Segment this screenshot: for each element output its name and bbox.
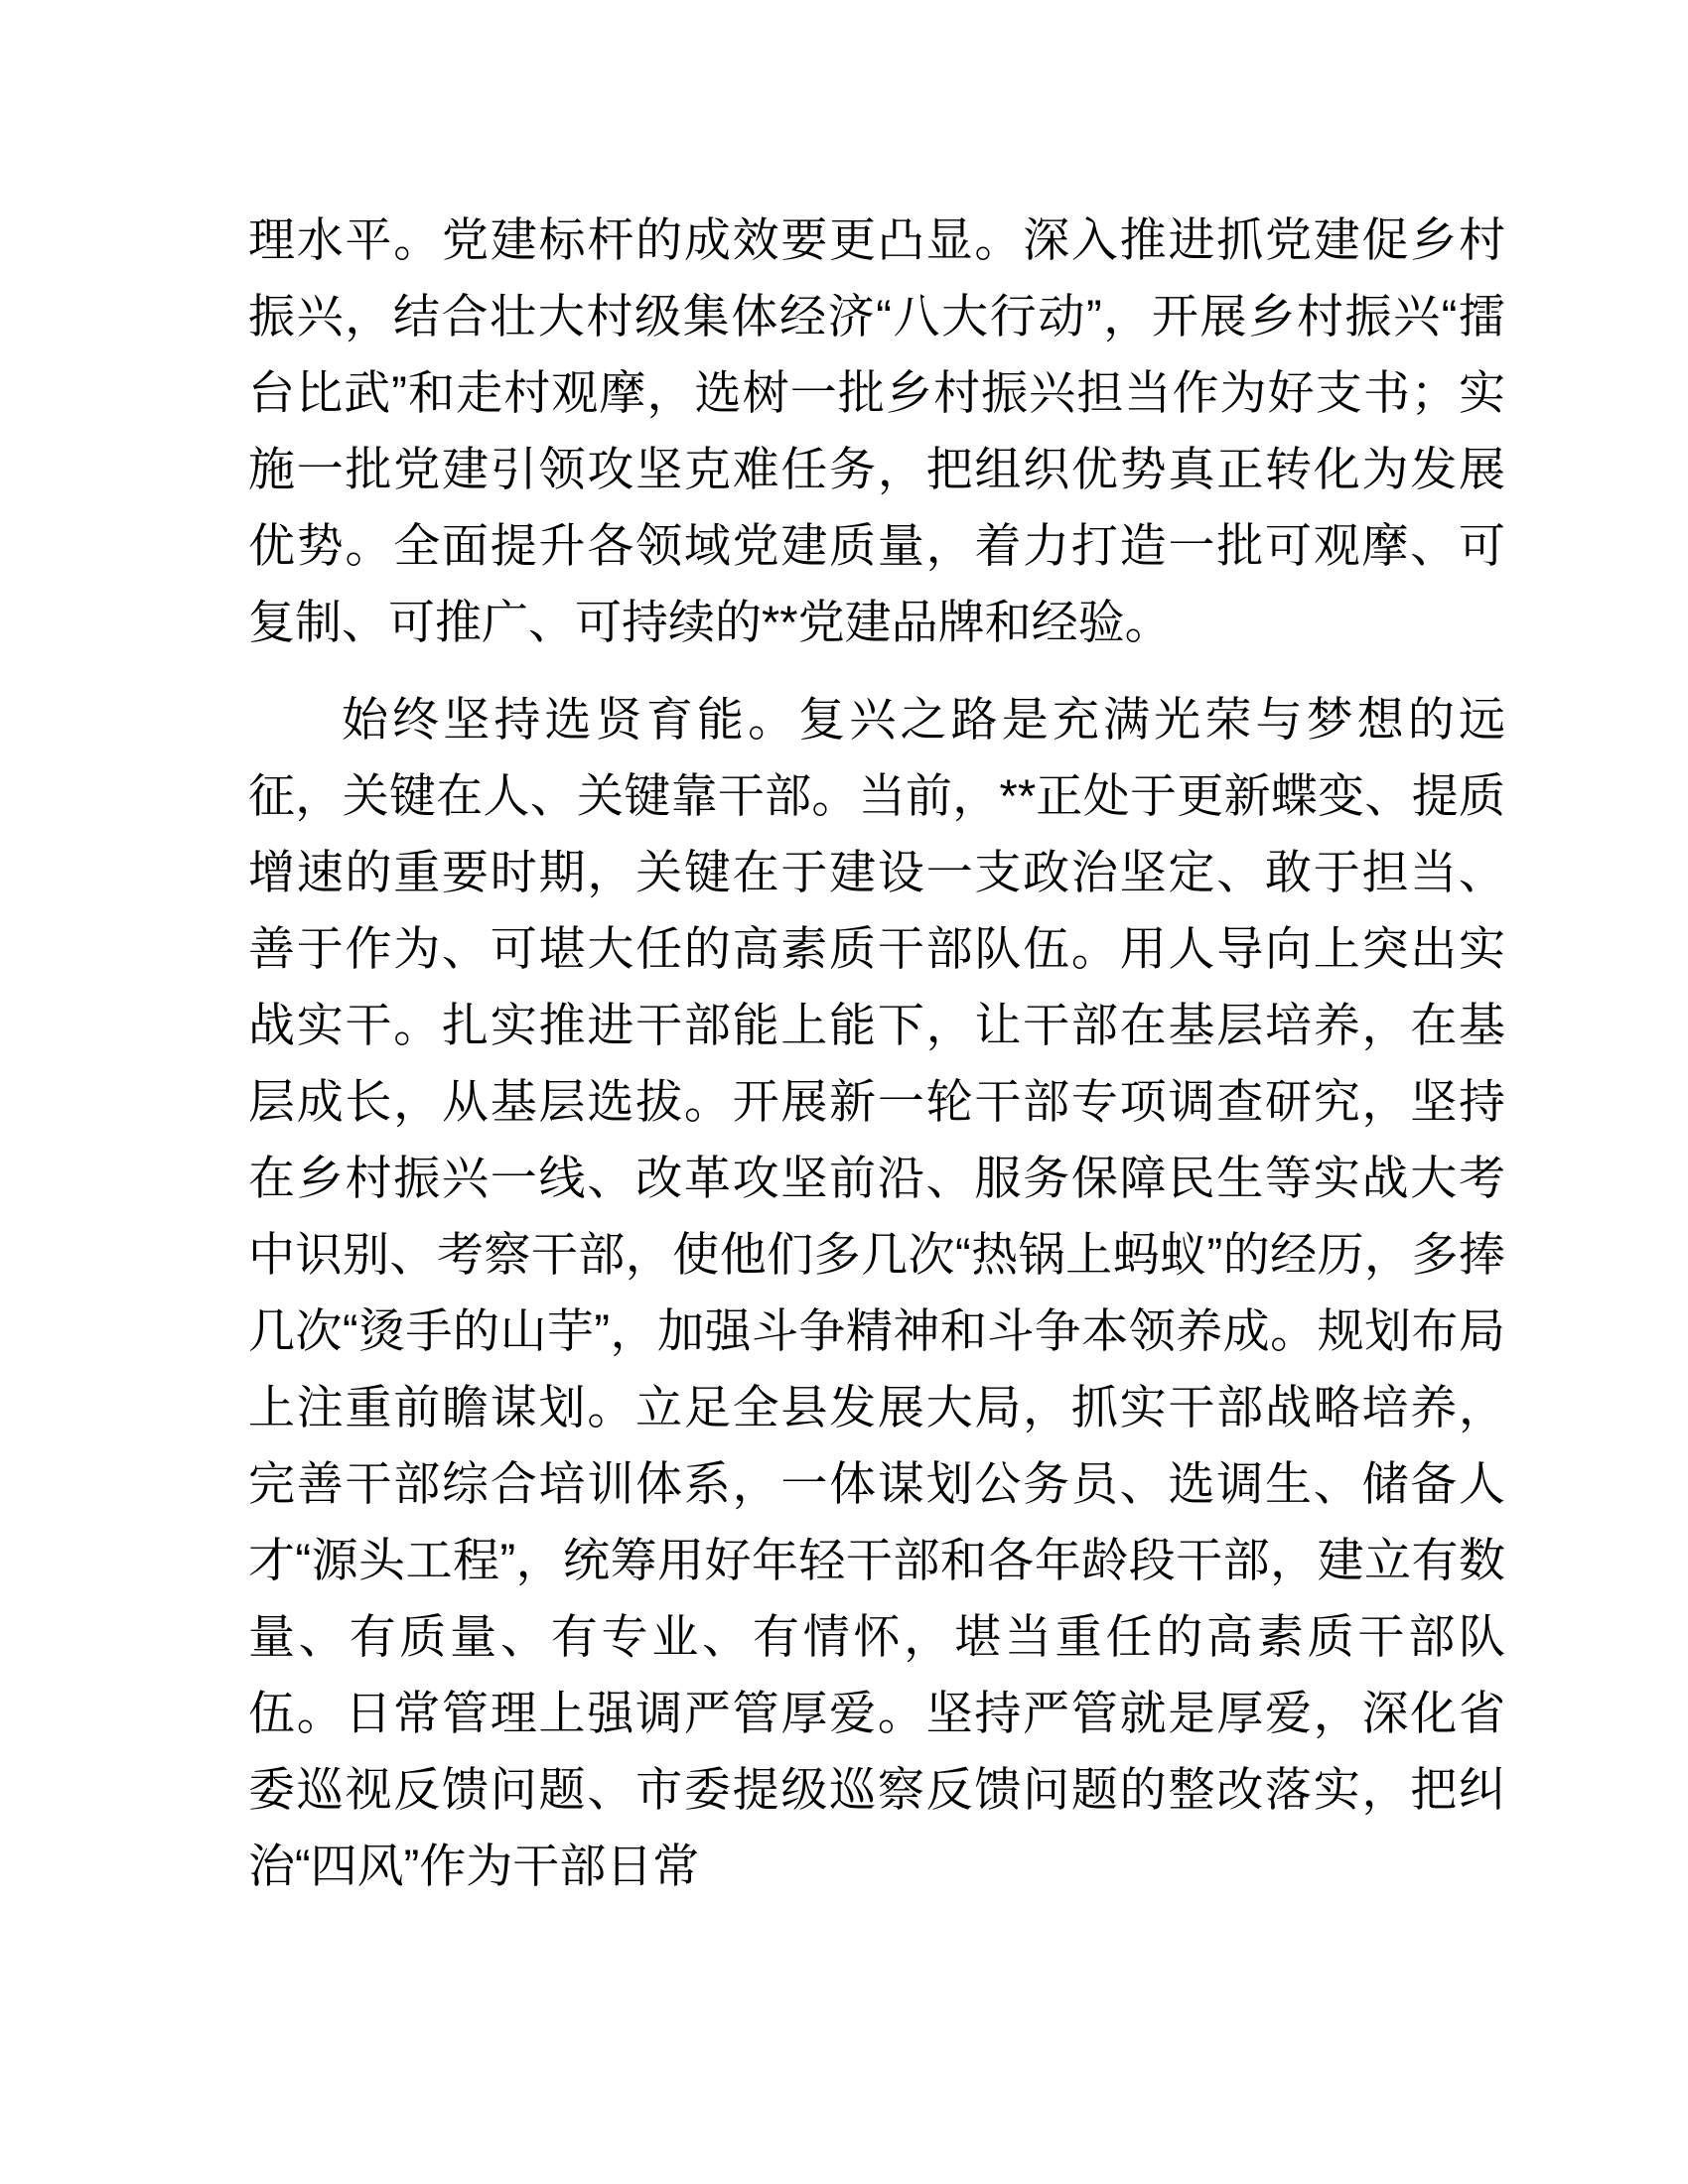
paragraph-1: 理水平。党建标杆的成效要更凸显。深入推进抓党建促乡村振兴，结合壮大村级集体经济“八大行动”，开展乡村振兴“擂台比武”和走村观摩，选树一批乡村振兴担当作为好支书；实施一批党建引领攻坚克难任务，把组织优势真正转化为发展优势。全面提升各领域党建质量，着力打造一批可观摩、可复制、可推广、可持续的**党建品牌和经验。 <box>248 213 1505 648</box>
paragraph-2: 始终坚持选贤育能。复兴之路是充满光荣与梦想的远征，关键在人、关键靠干部。当前，**正处于更新蝶变、提质增速的重要时期，关键在于建设一支政治坚定、敢于担当、善于作为、可堪大任的高素质干部队伍。用人导向上突出实战实干。扎实推进干部能上能下，让干部在基层培养，在基层成长，从基层选拔。开展新一轮干部专项调查研究，坚持在乡村振兴一线、改革攻坚前沿、服务保障民生等实战大考中识别、考察干部，使他们多几次“热锅上蚂蚁”的经历，多捧几次“烫手的山芋”，加强斗争精神和斗争本领养成。规划布局上注重前瞻谋划。立足全县发展大局，抓实干部战略培养，完善干部综合培训体系，一体谋划公务员、选调生、储备人才“源头工程”，统筹用好年轻干部和各年龄段干部，建立有数量、有质量、有专业、有情怀，堪当重任的高素质干部队伍。日常管理上强调严管厚爱。坚持严管就是厚爱，深化省委巡视反馈问题、市委提级巡察反馈问题的整改落实，把纠治“四风”作为干部日常 <box>248 693 1505 1892</box>
document-body <box>248 202 1505 1904</box>
